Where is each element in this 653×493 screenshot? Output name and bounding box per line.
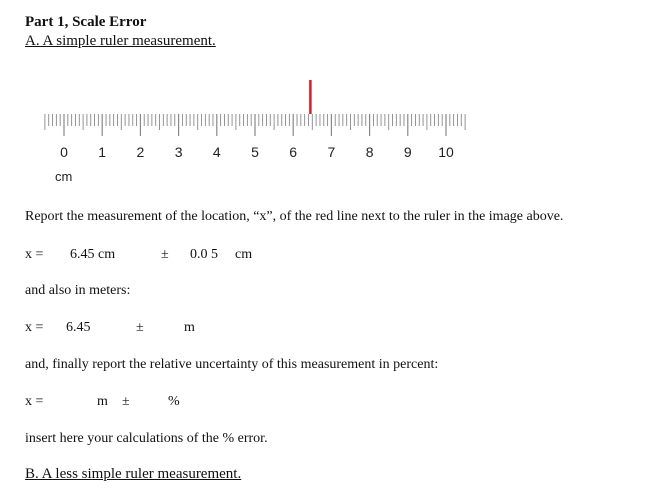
meters-value-field[interactable]: 6.45 (66, 320, 91, 335)
plus-minus-symbol: ± (136, 320, 144, 335)
instruction-location: Report the measurement of the location, “x”, of the red line next to the ruler in the image above. (25, 209, 564, 224)
ruler-number: 7 (327, 144, 336, 160)
ruler-number: 5 (251, 144, 259, 160)
part-heading: Part 1, Scale Error (25, 14, 147, 30)
ruler-number: 10 (438, 144, 454, 160)
ruler-numbers (60, 144, 454, 160)
section-b-heading: B. A less simple ruler measurement. (25, 466, 242, 482)
measured-value-field[interactable]: 6.45 cm (70, 247, 116, 262)
plus-minus-symbol: ± (122, 394, 130, 409)
instruction-meters: and also in meters: (25, 283, 131, 298)
x-label: x = (25, 394, 44, 409)
percent-symbol: % (168, 394, 180, 409)
ruler-number: 0 (60, 144, 68, 160)
ruler-unit-label: cm (55, 169, 73, 184)
ruler-image (40, 74, 470, 194)
ruler-number: 6 (289, 144, 298, 160)
ruler-number: 9 (403, 144, 412, 160)
ruler-number: 2 (136, 144, 145, 160)
instruction-relative: and, finally report the relative uncertainty of this measurement in percent: (25, 357, 439, 372)
unit-label: m (97, 394, 108, 409)
x-label: x = (25, 320, 44, 335)
ruler-number: 3 (174, 144, 183, 160)
x-label: x = (25, 247, 44, 262)
instruction-calculations: insert here your calculations of the % error. (25, 431, 268, 446)
ruler-ticks (45, 114, 465, 136)
ruler-number: 1 (98, 144, 107, 160)
ruler-number: 4 (212, 144, 221, 160)
unit-label: m (184, 320, 195, 335)
ruler-number: 8 (365, 144, 374, 160)
section-a-heading: A. A simple ruler measurement. (25, 33, 216, 49)
unit-label: cm (235, 247, 253, 262)
plus-minus-symbol: ± (161, 247, 169, 262)
uncertainty-field[interactable]: 0.0 5 (190, 247, 218, 262)
